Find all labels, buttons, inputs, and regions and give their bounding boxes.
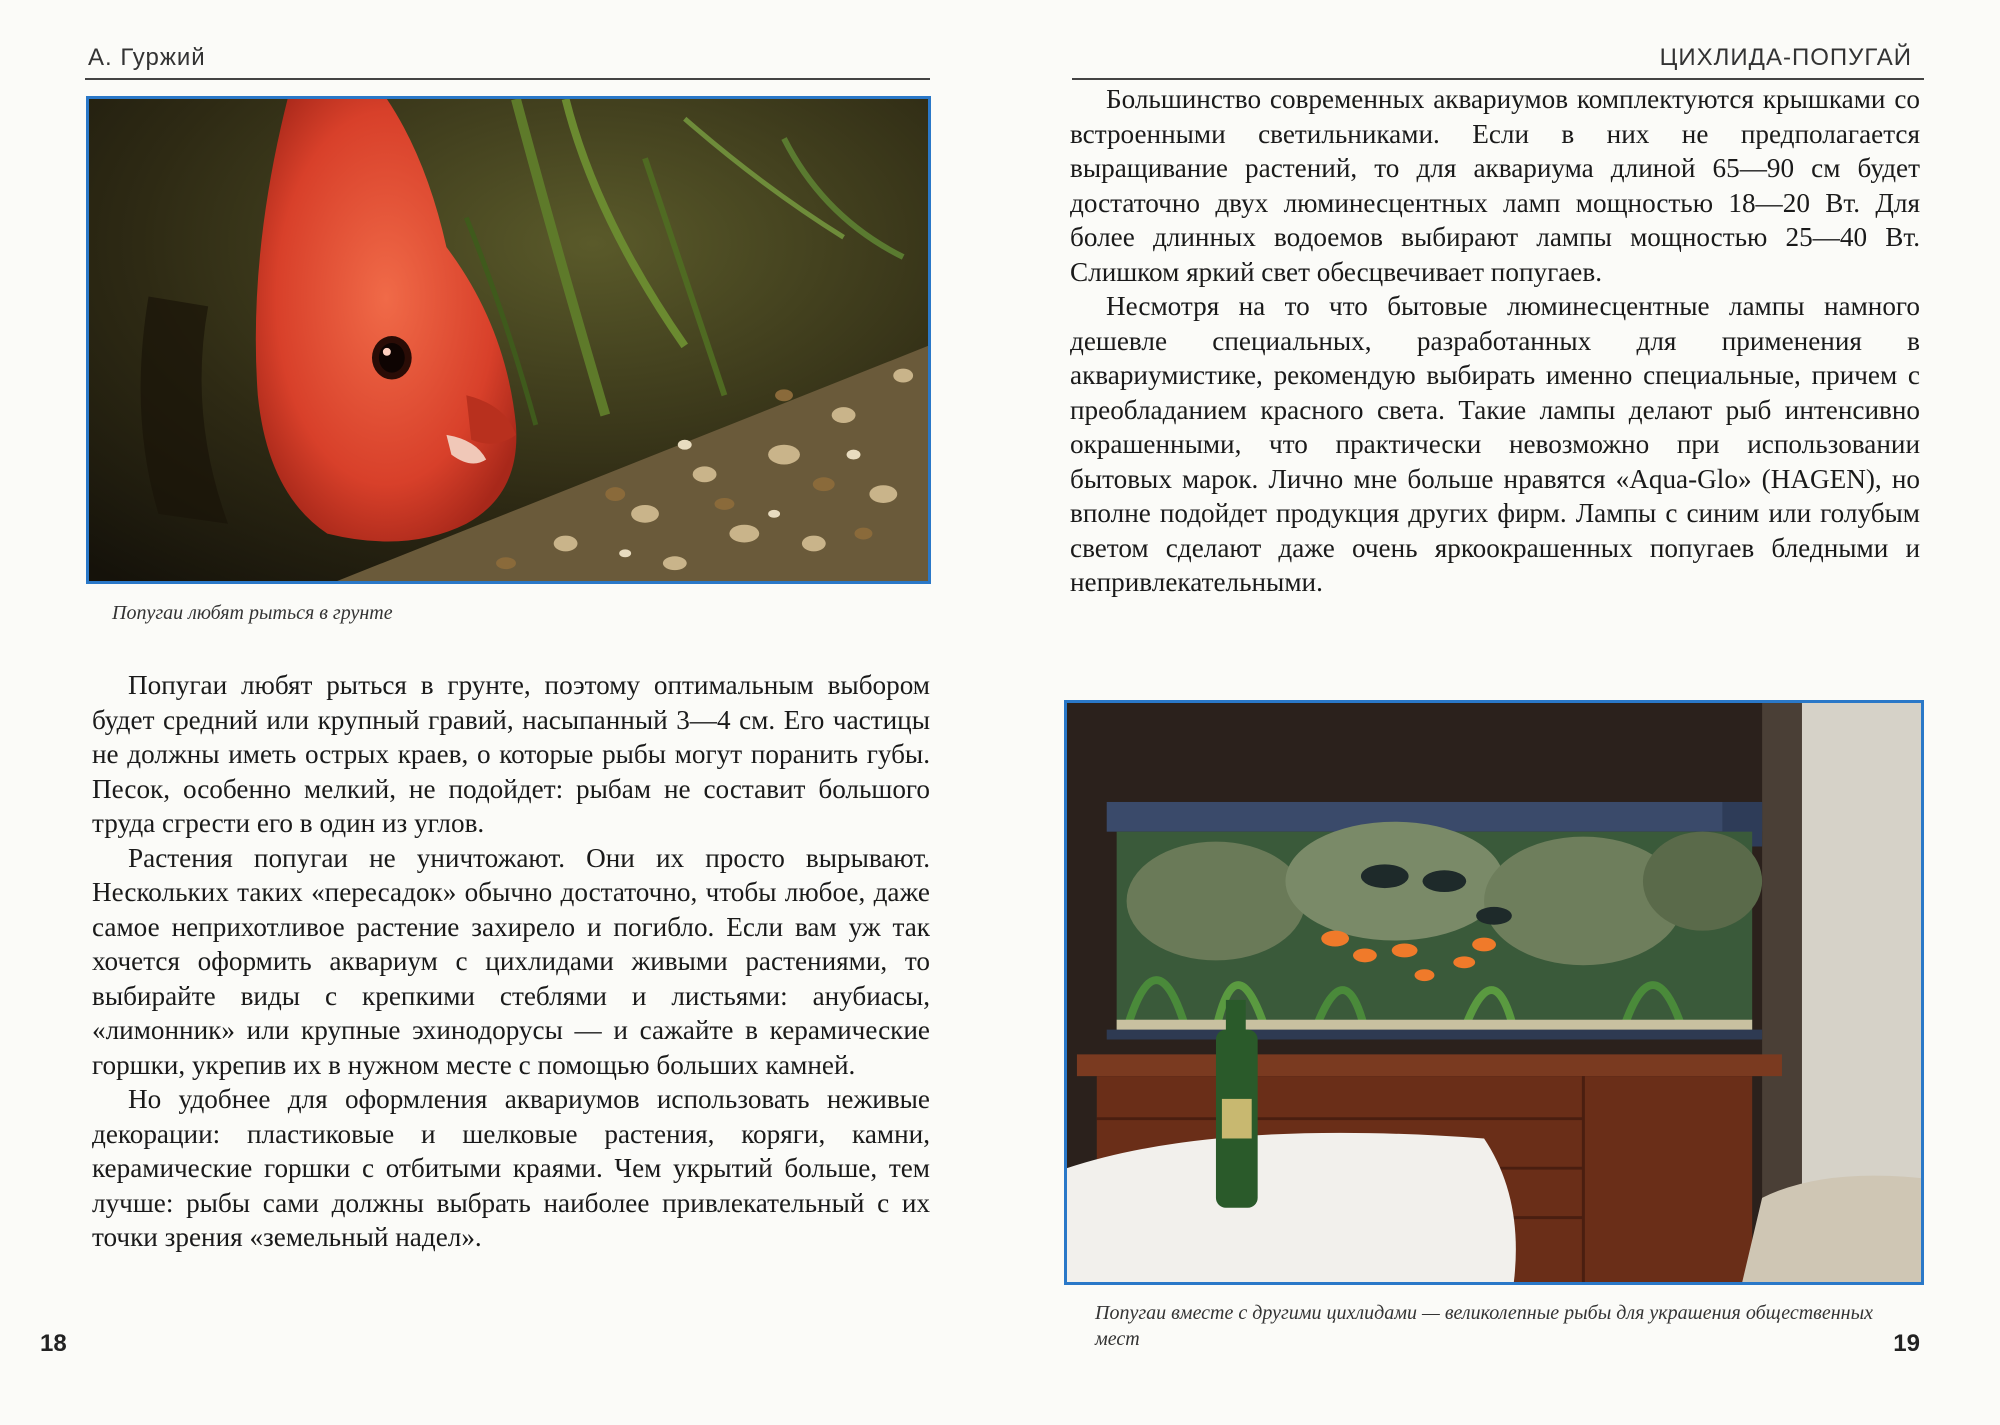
photo-aquarium-room — [1064, 700, 1924, 1285]
photo-caption: Попугаи вместе с другими цихлидами — великолепные рыбы для украшения общественных мест — [1095, 1302, 1873, 1350]
body-text — [1070, 82, 1920, 600]
header-rule — [1072, 78, 1924, 80]
right-page — [1000, 0, 2000, 1425]
paragraph: Но удобнее для оформления аквариумов использовать неживые декорации: пластиковые и шелковые растения, коряги, камни, керамические горшки с отбитыми краями. Чем укрытий больше, тем лучше: рыбы сами должны выбрать наиболее привлекательный с их точки зрения «земельный надел». — [92, 1084, 930, 1252]
paragraph: Несмотря на то что бытовые люминесцентные лампы намного дешевле специальных, разработанных для применения в аквариумистике, рекомендую выбирать именно специальные, причем с преобладанием красного света. Такие лампы делают рыб интенсивно окрашенными, что практически невозможно при использовании бытовых марок. Лично мне больше нравятся «Aqua-Glo» (HAGEN), но вполне подойдет продукция других фирм. Лампы с синим или голубым светом сделают даже очень яркоокрашенных попугаев бледными и непривлекательными. — [1070, 291, 1920, 597]
running-head-author: А. Гуржий — [88, 44, 206, 71]
photo-fish-gravel — [86, 96, 931, 584]
page-number: 18 — [40, 1330, 67, 1357]
paragraph: Растения попугаи не уничтожают. Они их просто вырывают. Нескольких таких «пересадок» обычно достаточно, чтобы любое, даже самое неприхотливое растение захирело и погибло. Если вам уж так хочется оформить аквариум с цихлидами живыми растениями, то выбирайте виды с крепкими стеблями и листьями: анубиасы, «лимонник» или крупные эхинодорусы — и сажайте в керамические горшки, укрепив их в нужном месте с помощью больших камней. — [92, 842, 930, 1080]
photo-caption: Попугаи любят рыться в грунте — [112, 602, 393, 624]
running-head-title: ЦИХЛИДА-ПОПУГАЙ — [1659, 44, 1912, 71]
paragraph: Попугаи любят рыться в грунте, поэтому оптимальным выбором будет средний или крупный гравий, насыпанный 3—4 см. Его частицы не должны иметь острых краев, о которые рыбы могут поранить губы. Песок, особенно мелкий, не подойдет: рыбам не составит большого труда сгрести его в один из углов. — [92, 670, 930, 838]
paragraph: Большинство современных аквариумов комплектуются крышками со встроенными светильниками. Если в них не предполагается выращивание растений, то для аквариума длиной 65—90 см будет достаточно двух люминесцентных ламп мощностью 18—20 Вт. Для более длинных водоемов выбирают лампы мощностью 25—40 Вт. Слишком яркий свет обесцвечивает попугаев. — [1070, 84, 1920, 287]
page-number: 19 — [1893, 1330, 1920, 1357]
header-rule — [85, 78, 930, 80]
body-text — [92, 668, 930, 1255]
